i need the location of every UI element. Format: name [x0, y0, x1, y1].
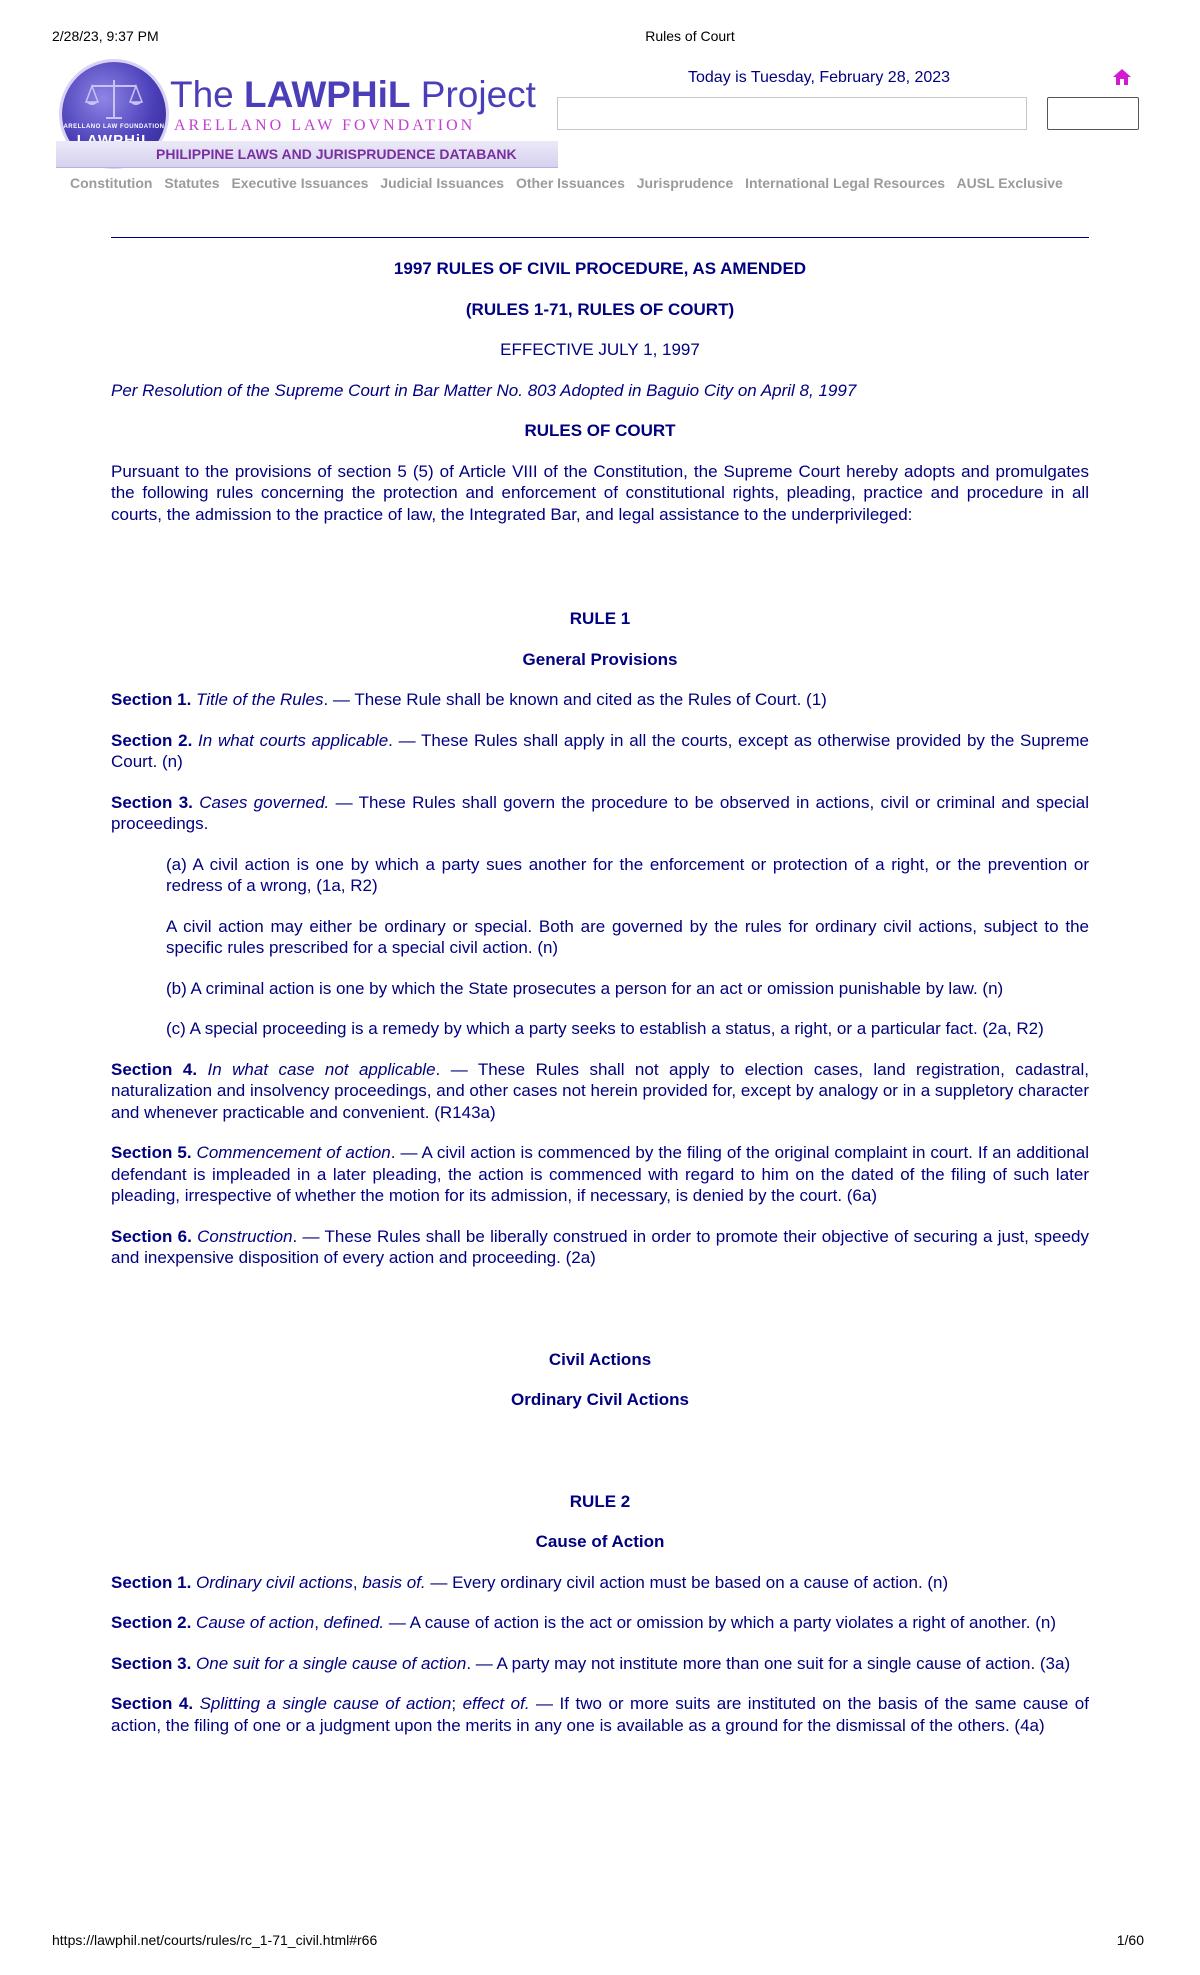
section-text: — If two or more suits are instituted on the basis of the same cause of action, the filing of one or a judgment upon the merits in any one is available as a ground for the dismissal of the others. (4a) — [111, 1694, 1089, 1735]
rule-1-section-3-a-note: A civil action may either be ordinary or special. Both are governed by the rules for ordinary civil actions, subject to the specific rules prescribed for a special civil action. (n) — [166, 916, 1089, 957]
section-label: Section 3. — [111, 1653, 192, 1673]
rule-1-title: General Provisions — [522, 649, 678, 669]
print-url: https://lawphil.net/courts/rules/rc_1-71_civil.html#r66 — [52, 1932, 378, 1948]
nav-jurisprudence[interactable]: Jurisprudence — [636, 175, 734, 191]
nav-constitution[interactable]: Constitution — [70, 175, 153, 191]
rule-2-section-4 — [111, 1693, 1089, 1736]
rule-1-number: RULE 1 — [569, 609, 631, 628]
rule-1-section-3-c: (c) A special proceeding is a remedy by which a party seeks to establish a status, a right, or a particular fact. (2a, R2) — [166, 1019, 1044, 1038]
section-label: Section 6. — [111, 1226, 192, 1246]
doc-effective: EFFECTIVE JULY 1, 1997 — [500, 340, 700, 359]
section-title-b: effect of. — [462, 1694, 530, 1713]
section-label: Section 4. — [111, 1059, 198, 1079]
print-footer — [0, 1932, 1200, 1952]
search-button[interactable] — [1047, 97, 1139, 130]
doc-subtitle: (RULES 1-71, RULES OF COURT) — [465, 299, 735, 319]
brand-title[interactable] — [170, 74, 536, 116]
nav-judicial-issuances[interactable]: Judicial Issuances — [380, 175, 505, 191]
nav-executive-issuances[interactable]: Executive Issuances — [231, 175, 369, 191]
rule-2-title: Cause of Action — [535, 1532, 665, 1551]
print-header — [0, 28, 1200, 48]
rule-2-section-3 — [111, 1653, 1089, 1675]
header-divider — [111, 237, 1089, 238]
section-label: Section 1. — [111, 1572, 192, 1592]
section-text: . — These Rules shall apply in all the courts, except as otherwise provided by the Supreme Court. (n) — [111, 730, 1089, 771]
nav-international-legal-resources[interactable]: International Legal Resources — [745, 175, 946, 191]
search-input[interactable] — [557, 97, 1027, 130]
section-text: — Every ordinary civil action must be based on a cause of action. (n) — [425, 1572, 949, 1592]
section-text: . — These Rules shall not apply to election cases, land registration, cadastral, naturalization and insolvency proceedings, and other cases not herein provided for, except by analogy or in a suppletory character and whenever practicable and convenient. (R143a) — [111, 1059, 1089, 1122]
doc-title: 1997 RULES OF CIVIL PROCEDURE, AS AMENDED — [393, 259, 807, 278]
today-date: Today is Tuesday, February 28, 2023 — [688, 69, 951, 86]
section-text: . — These Rules shall be liberally construed in order to promote their objective of securing a just, speedy and inexpensive disposition of every action and proceeding. (2a) — [111, 1226, 1089, 1267]
section-title: Ordinary civil actions — [196, 1572, 353, 1592]
section-title: Cases governed. — [199, 792, 330, 812]
section-label: Section 5. — [111, 1143, 192, 1162]
print-title: Rules of Court — [645, 28, 735, 44]
section-title: Construction — [197, 1226, 293, 1246]
nav-statutes[interactable]: Statutes — [164, 175, 220, 191]
section-title-sep: ; — [451, 1694, 463, 1713]
scales-of-justice-icon — [84, 76, 144, 122]
ordinary-civil-actions-heading: Ordinary Civil Actions — [511, 1390, 689, 1409]
rule-2-section-1 — [111, 1572, 1089, 1594]
brand-title-bold: LAWPHiL — [244, 74, 411, 115]
document-content — [111, 258, 1089, 1755]
section-title: In what case not applicable — [207, 1059, 436, 1079]
section-label: Section 2. — [111, 1613, 192, 1632]
rule-1-section-3 — [111, 792, 1089, 835]
section-label: Section 1. — [111, 690, 192, 709]
section-title: Cause of action — [196, 1613, 315, 1632]
brand-subtitle: ARELLANO LAW FOVNDATION — [174, 117, 476, 134]
print-datetime: 2/28/23, 9:37 PM — [52, 28, 159, 44]
rule-2-number: RULE 2 — [569, 1491, 631, 1511]
section-label: Section 2. — [111, 730, 193, 750]
section-text: . — A party may not institute more than one suit for a single cause of action. (3a) — [466, 1653, 1071, 1673]
section-text: . — These Rule shall be known and cited as the Rules of Court. (1) — [323, 690, 827, 709]
section-text: . — A civil action is commenced by the filing of the original complaint in court. If an additional defendant is impleaded in a later pleading, the action is commenced with regard to him on the dated of the filing of such later pleading, irrespective of whether the motion for its admission, if necessary, is denied by the court. (6a) — [111, 1143, 1089, 1205]
preamble: Pursuant to the provisions of section 5 (5) of Article VIII of the Constitution, the Supreme Court hereby adopts and promulgates the following rules concerning the protection and enforcement of constitutional rights, pleading, practice and procedure in all courts, the admission to the practice of law, the Integrated Bar, and legal assistance to the underprivileged: — [111, 461, 1089, 524]
section-title: In what courts applicable — [198, 730, 389, 750]
print-page-number: 1/60 — [1116, 1932, 1144, 1948]
rule-1-section-3-b: (b) A criminal action is one by which the State prosecutes a person for an act or omission punishable by law. (n) — [166, 978, 1004, 998]
doc-resolution: Per Resolution of the Supreme Court in Bar Matter No. 803 Adopted in Baguio City on April 8, 1997 — [111, 380, 857, 400]
rules-heading: RULES OF COURT — [524, 421, 676, 440]
section-title: Title of the Rules — [196, 690, 324, 709]
section-title: One suit for a single cause of action — [196, 1653, 467, 1673]
section-title-sep: , — [314, 1613, 324, 1632]
section-text: — These Rules shall govern the procedure to be observed in actions, civil or criminal and special proceedings. — [111, 792, 1089, 833]
main-nav — [70, 175, 1071, 191]
brand-title-suffix: Project — [410, 74, 536, 115]
rule-2-section-2 — [111, 1612, 1089, 1634]
section-title-sep: , — [352, 1572, 363, 1592]
nav-ausl-exclusive[interactable]: AUSL Exclusive — [956, 175, 1063, 191]
databank-bar — [56, 141, 558, 168]
rule-1-section-5 — [111, 1142, 1089, 1207]
rule-1-section-2 — [111, 730, 1089, 773]
site-header — [0, 55, 1200, 205]
rule-1-section-4 — [111, 1059, 1089, 1124]
section-label: Section 3. — [111, 792, 193, 812]
rule-1-section-6 — [111, 1226, 1089, 1269]
rule-1-section-3-a: (a) A civil action is one by which a party sues another for the enforcement or protection of a right, or the prevention or redress of a wrong, (1a, R2) — [166, 854, 1089, 895]
nav-other-issuances[interactable]: Other Issuances — [515, 175, 625, 191]
databank-text: PHILIPPINE LAWS AND JURISPRUDENCE DATABANK — [156, 146, 517, 162]
section-title: Commencement of action — [196, 1143, 391, 1162]
rule-1-section-1 — [111, 689, 1089, 711]
section-title: Splitting a single cause of action — [199, 1694, 452, 1713]
home-icon[interactable] — [1112, 67, 1132, 87]
section-title-b: defined. — [323, 1613, 385, 1632]
section-label: Section 4. — [111, 1694, 194, 1713]
section-text: — A cause of action is the act or omission by which a party violates a right of another. (n) — [384, 1613, 1056, 1632]
brand-title-prefix: The — [170, 74, 245, 115]
civil-actions-heading: Civil Actions — [548, 1349, 652, 1369]
logo-foundation-text: ARELLANO LAW FOUNDATION — [63, 124, 165, 130]
section-title-b: basis of. — [362, 1572, 426, 1592]
